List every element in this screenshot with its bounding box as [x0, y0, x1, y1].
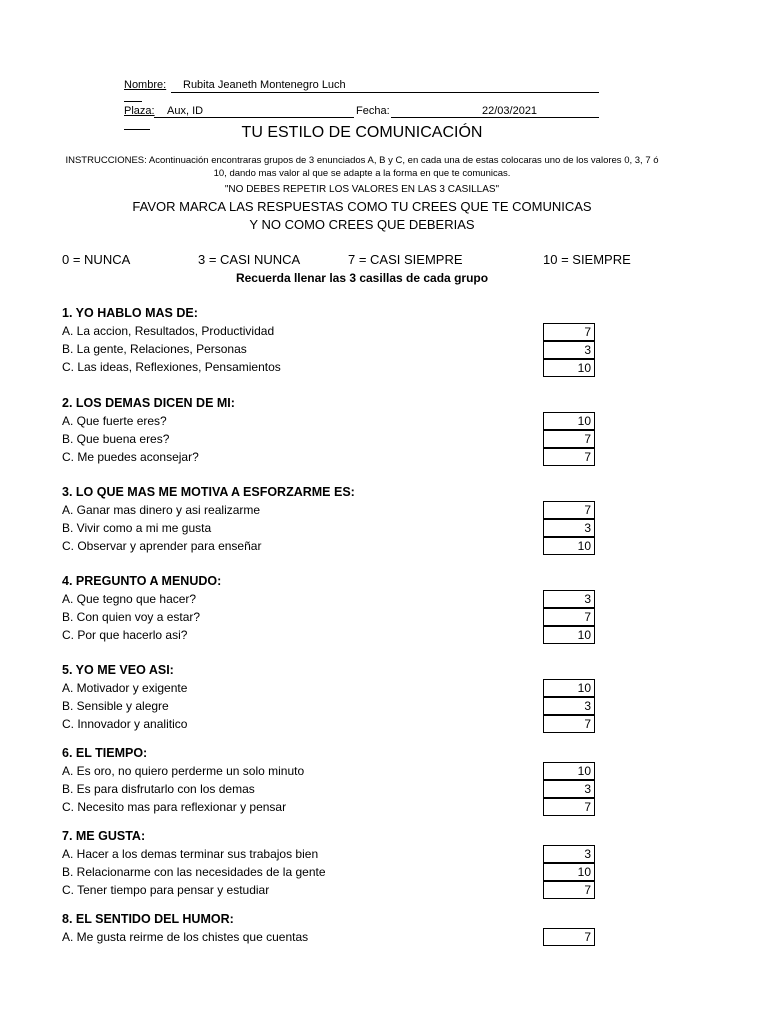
question-3-answer-b[interactable]: 3: [543, 519, 595, 537]
scale-siempre: 10 = SIEMPRE: [543, 252, 631, 267]
question-6-answer-b[interactable]: 3: [543, 780, 595, 798]
question-1-answer-b[interactable]: 3: [543, 341, 595, 359]
question-3-option-a: A. Ganar mas dinero y asi realizarme: [62, 503, 261, 517]
fecha-underline: [391, 117, 599, 118]
question-1-option-b: B. La gente, Relaciones, Personas: [62, 342, 247, 356]
question-5-title: 5. YO ME VEO ASI:: [62, 663, 174, 677]
question-2-option-a: A. Que fuerte eres?: [62, 414, 167, 428]
question-6-option-a: A. Es oro, no quiero perderme un solo minuto: [62, 764, 305, 778]
reminder: Recuerda llenar las 3 casillas de cada grupo: [235, 271, 489, 285]
question-5-option-c: C. Innovador y analitico: [62, 717, 188, 731]
nombre-field[interactable]: Rubita Jeaneth Montenegro Luch: [183, 79, 346, 91]
scale-nunca: 0 = NUNCA: [62, 252, 131, 267]
plaza-mark: [124, 101, 142, 102]
question-7-answer-a[interactable]: 3: [543, 845, 595, 863]
plaza-label: Plaza:: [124, 105, 155, 117]
fecha-field[interactable]: 22/03/2021: [482, 105, 538, 117]
question-7-answer-b[interactable]: 10: [543, 863, 595, 881]
question-1-option-c: C. Las ideas, Reflexiones, Pensamientos: [62, 360, 281, 374]
question-3-answer-c[interactable]: 10: [543, 537, 595, 555]
question-3-option-c: C. Observar y aprender para enseñar: [62, 539, 262, 553]
question-1-answer-a[interactable]: 7: [543, 323, 595, 341]
nombre-underline: [171, 92, 599, 93]
question-4-answer-c[interactable]: 10: [543, 626, 595, 644]
question-5-answer-c[interactable]: 7: [543, 715, 595, 733]
question-1-title: 1. YO HABLO MAS DE:: [62, 306, 198, 320]
fecha-label: Fecha:: [356, 105, 390, 117]
question-4-answer-b[interactable]: 7: [543, 608, 595, 626]
question-1-option-a: A. La accion, Resultados, Productividad: [62, 324, 275, 338]
question-8-option-a: A. Me gusta reirme de los chistes que cuentas: [62, 930, 309, 944]
question-1-answer-c[interactable]: 10: [543, 359, 595, 377]
question-4-option-c: C. Por que hacerlo asi?: [62, 628, 188, 642]
question-8-title: 8. EL SENTIDO DEL HUMOR:: [62, 912, 234, 926]
instructions-label: INSTRUCCIONES:: [65, 155, 147, 166]
question-6-answer-a[interactable]: 10: [543, 762, 595, 780]
question-5-option-b: B. Sensible y alegre: [62, 699, 169, 713]
question-7-title: 7. ME GUSTA:: [62, 829, 146, 843]
question-4-option-b: B. Con quien voy a estar?: [62, 610, 201, 624]
favor-line-1: FAVOR MARCA LAS RESPUESTAS COMO TU CREES QUE TE COMUNICAS: [132, 199, 592, 214]
question-8-answer-a[interactable]: 7: [543, 928, 595, 946]
favor-line-2: Y NO COMO CREES QUE DEBERIAS: [249, 217, 475, 232]
question-3-title: 3. LO QUE MAS ME MOTIVA A ESFORZARME ES:: [62, 485, 355, 499]
question-6-title: 6. EL TIEMPO:: [62, 746, 148, 760]
no-repeat-warning: "NO DEBES REPETIR LOS VALORES EN LAS 3 CASILLAS": [224, 184, 500, 195]
scale-casi-siempre: 7 = CASI SIEMPRE: [348, 252, 463, 267]
question-2-answer-c[interactable]: 7: [543, 448, 595, 466]
favor-note: [0, 198, 724, 234]
question-2-option-b: B. Que buena eres?: [62, 432, 170, 446]
instructions-text: Acontinuación encontraras grupos de 3 enunciados A, B y C, en cada una de estas colocaras uno de los valores 0, 3, 7 ó 10, dando mas valor al que se adapte a la forma en que te comunicas.: [148, 155, 659, 179]
question-6-option-c: C. Necesito mas para reflexionar y pensar: [62, 800, 287, 814]
nombre-label: Nombre:: [124, 79, 167, 91]
question-4-option-a: A. Que tegno que hacer?: [62, 592, 197, 606]
question-3-answer-a[interactable]: 7: [543, 501, 595, 519]
question-2-answer-b[interactable]: 7: [543, 430, 595, 448]
question-7-answer-c[interactable]: 7: [543, 881, 595, 899]
question-7-option-b: B. Relacionarme con las necesidades de la gente: [62, 865, 326, 879]
question-3-option-b: B. Vivir como a mi me gusta: [62, 521, 212, 535]
instructions: [60, 154, 664, 180]
question-2-title: 2. LOS DEMAS DICEN DE MI:: [62, 396, 235, 410]
question-6-option-b: B. Es para disfrutarlo con los demas: [62, 782, 255, 796]
page-title: TU ESTILO DE COMUNICACIÓN: [241, 124, 483, 141]
question-7-option-c: C. Tener tiempo para pensar y estudiar: [62, 883, 270, 897]
question-5-option-a: A. Motivador y exigente: [62, 681, 188, 695]
scale-casi-nunca: 3 = CASI NUNCA: [198, 252, 301, 267]
question-5-answer-b[interactable]: 3: [543, 697, 595, 715]
plaza-underline: [154, 117, 354, 118]
question-4-answer-a[interactable]: 3: [543, 590, 595, 608]
question-5-answer-a[interactable]: 10: [543, 679, 595, 697]
question-7-option-a: A. Hacer a los demas terminar sus trabajos bien: [62, 847, 319, 861]
question-2-option-c: C. Me puedes aconsejar?: [62, 450, 199, 464]
plaza-field[interactable]: Aux, ID: [167, 105, 204, 117]
question-4-title: 4. PREGUNTO A MENUDO:: [62, 574, 222, 588]
question-6-answer-c[interactable]: 7: [543, 798, 595, 816]
question-2-answer-a[interactable]: 10: [543, 412, 595, 430]
